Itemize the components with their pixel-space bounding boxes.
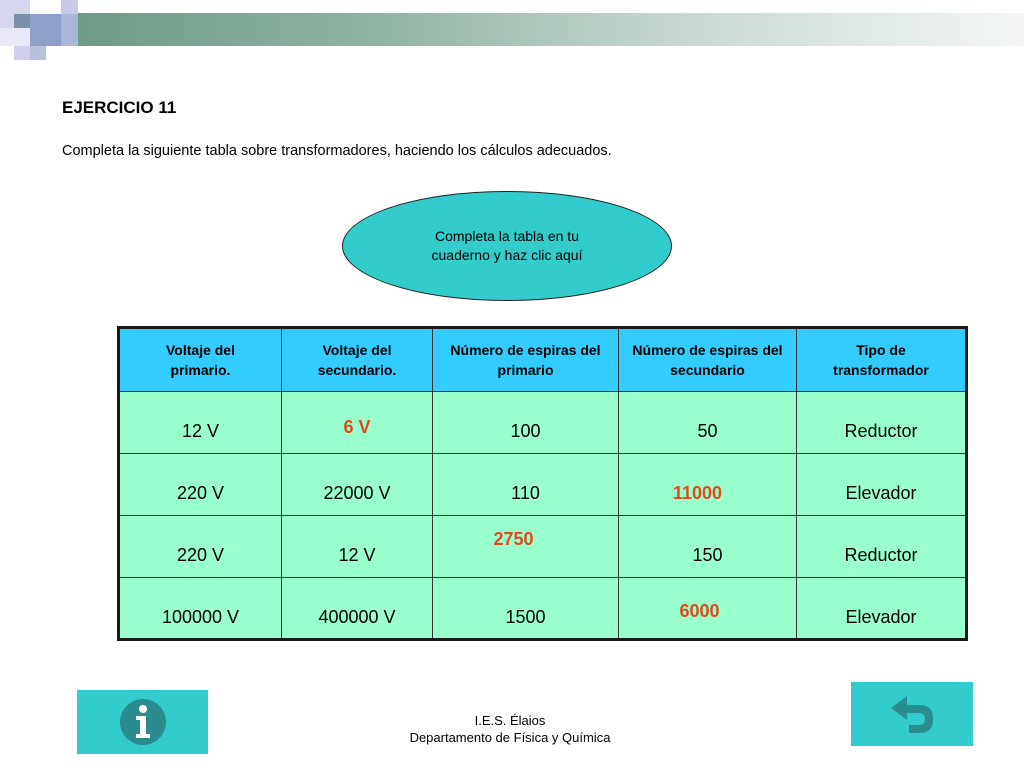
table-row: [119, 516, 967, 578]
table-cell: 50: [619, 392, 797, 454]
table-cell: 1500: [433, 578, 619, 640]
table-cell: 220 V: [119, 516, 282, 578]
header-espiras-primario: Número de espiras del primario: [433, 328, 619, 392]
table-row: [119, 392, 967, 454]
header-espiras-secundario: Número de espiras del secundario: [619, 328, 797, 392]
return-button[interactable]: [851, 682, 973, 746]
table-cell: 12 V: [119, 392, 282, 454]
decor-square: [14, 46, 30, 60]
table-cell: 12 V: [282, 516, 433, 578]
decor-square: [61, 0, 78, 14]
transformer-table: [117, 326, 968, 641]
oval-label: Completa la tabla en tu cuaderno y haz clic aquí: [431, 228, 583, 263]
info-button[interactable]: [77, 690, 208, 754]
table-row: [119, 454, 967, 516]
table-cell: 100: [433, 392, 619, 454]
table-cell: 100000 V: [119, 578, 282, 640]
header-voltaje-primario: Voltaje del primario.: [119, 328, 282, 392]
page-title: EJERCICIO 11: [62, 98, 177, 117]
header-tipo-transformador: Tipo de transformador: [797, 328, 967, 392]
footer-school: I.E.S. Élaios: [474, 713, 546, 728]
answer-cell: [619, 578, 797, 640]
decor-square: [30, 14, 61, 46]
table-cell: 150: [619, 516, 797, 578]
table-row: [119, 578, 967, 640]
table-cell: Reductor: [797, 516, 967, 578]
decor-square: [14, 14, 30, 28]
answer-value: 6 V: [343, 417, 371, 437]
answer-cell: [619, 454, 797, 516]
info-icon: [118, 697, 168, 747]
answer-cell: [433, 516, 619, 578]
table-cell: Elevador: [797, 578, 967, 640]
decor-square: [30, 46, 46, 60]
answer-value: 2750: [493, 529, 534, 549]
return-arrow-icon: [887, 692, 937, 736]
table-cell: Elevador: [797, 454, 967, 516]
decor-square: [0, 28, 30, 46]
complete-table-button[interactable]: [342, 191, 672, 301]
table-cell: 400000 V: [282, 578, 433, 640]
table-header-row: [119, 328, 967, 392]
decor-square: [30, 0, 61, 14]
header-gradient-band: [78, 13, 1024, 46]
table-cell: 110: [433, 454, 619, 516]
answer-value: 6000: [679, 600, 720, 621]
decor-square: [61, 14, 78, 46]
table-cell: 22000 V: [282, 454, 433, 516]
footer: [360, 712, 660, 746]
footer-department: Departamento de Física y Química: [409, 730, 611, 745]
table-cell: Reductor: [797, 392, 967, 454]
header-voltaje-secundario: Voltaje del secundario.: [282, 328, 433, 392]
answer-value: 11000: [672, 483, 723, 503]
instruction-text: Completa la siguiente tabla sobre transformadores, haciendo los cálculos adecuados.: [62, 143, 612, 159]
table-cell: 220 V: [119, 454, 282, 516]
answer-cell: [282, 392, 433, 454]
